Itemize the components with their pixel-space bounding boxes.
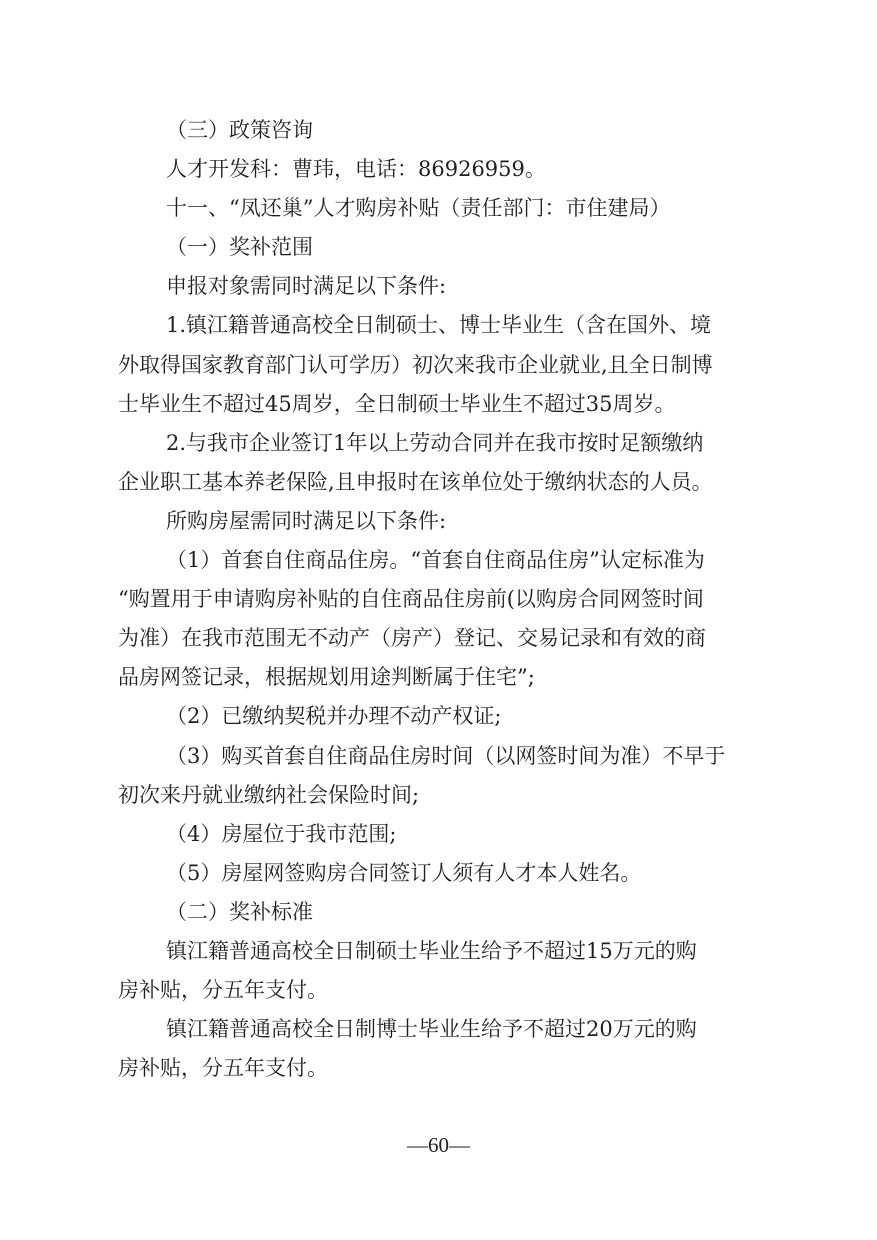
paragraph-line: 为准）在我市范围无不动产（房产）登记、交易记录和有效的商 (118, 626, 706, 651)
paragraph-line: （3）购买首套自住商品住房时间（以网签时间为准）不早于 (166, 743, 726, 768)
paragraph-line: 申报对象需同时满足以下条件: (166, 274, 447, 299)
paragraph-line: 士毕业生不超过45周岁，全日制硕士毕业生不超过35周岁。 (118, 391, 676, 416)
paragraph-line: “购置用于申请购房补贴的自住商品住房前(以购房合同网签时间 (118, 587, 704, 612)
paragraph-line: 镇江籍普通高校全日制硕士毕业生给予不超过15万元的购 (166, 938, 697, 963)
heading-policy-consultation: （三）政策咨询 (166, 118, 313, 142)
page-number: —60— (407, 1133, 470, 1157)
subheading-scope: （一）奖补范围 (166, 235, 313, 260)
paragraph-line: 房补贴，分五年支付。 (118, 978, 328, 1003)
contact-line: 人才开发科：曹玮，电话：86926959。 (166, 157, 546, 182)
page-body (118, 111, 763, 1088)
paragraph-line: 房补贴，分五年支付。 (118, 1056, 328, 1081)
paragraph-line: 品房网签记录，根据规划用途判断属于住宅”; (118, 665, 535, 690)
paragraph-line: （1）首套自住商品住房。“首套自住商品住房”认定标准为 (166, 548, 705, 573)
paragraph-line: 所购房屋需同时满足以下条件: (166, 508, 447, 533)
section-title: 十一、“凤还巢”人才购房补贴（责任部门：市住建局） (166, 196, 671, 221)
paragraph-line: 1.镇江籍普通高校全日制硕士、博士毕业生（含在国外、境 (166, 313, 712, 338)
paragraph-line: 镇江籍普通高校全日制博士毕业生给予不超过20万元的购 (166, 1017, 697, 1042)
paragraph-line: 初次来丹就业缴纳社会保险时间; (118, 782, 420, 807)
paragraph-line: 外取得国家教育部门认可学历）初次来我市企业就业,且全日制博 (118, 352, 713, 377)
paragraph-line: （4）房屋位于我市范围; (166, 821, 397, 846)
paragraph-line: 企业职工基本养老保险,且申报时在该单位处于缴纳状态的人员。 (118, 469, 713, 494)
subheading-standard: （二）奖补标准 (166, 899, 313, 924)
paragraph-line: （2）已缴纳契税并办理不动产权证; (166, 704, 502, 729)
paragraph-line: （5）房屋网签购房合同签订人须有人才本人姓名。 (166, 860, 642, 885)
paragraph-line: 2.与我市企业签订1年以上劳动合同并在我市按时足额缴纳 (166, 430, 704, 455)
